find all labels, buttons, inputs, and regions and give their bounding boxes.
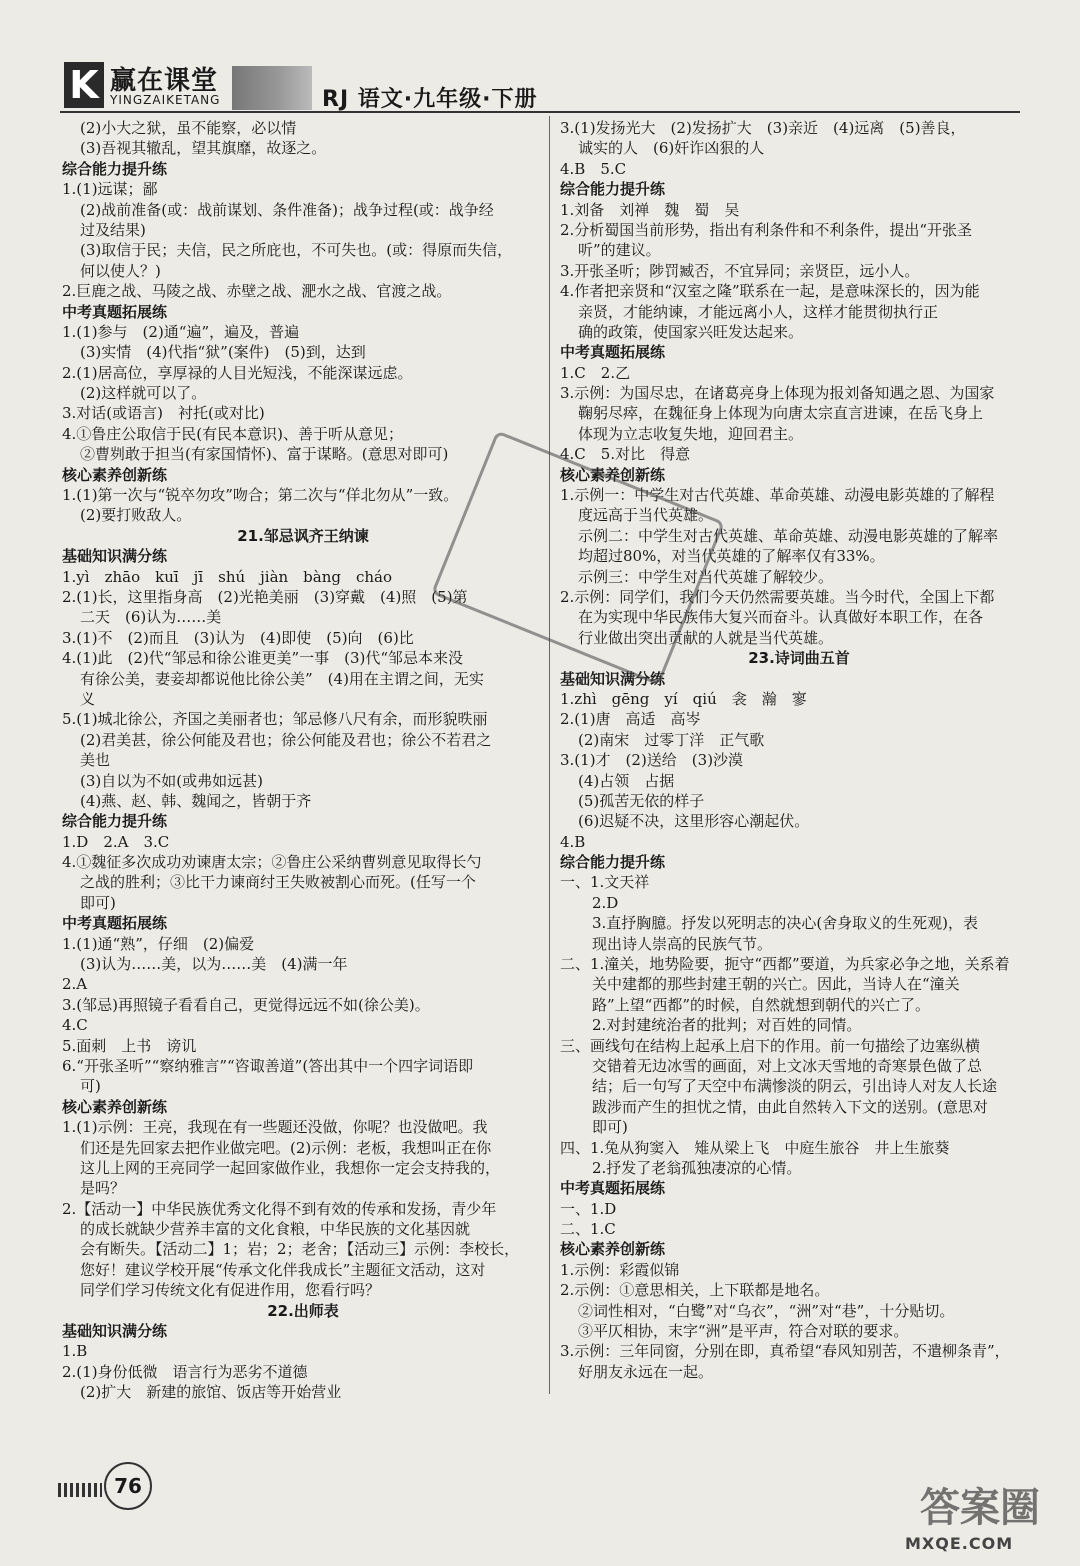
answer-line: (5)孤苦无依的样子: [578, 791, 705, 810]
answer-line: 可): [80, 1077, 101, 1096]
answer-line: 1.(1)示例：王亮，我现在有一些题还没做，你呢？也没做吧。我: [62, 1118, 488, 1137]
answer-line: 3.(1)不 (2)而且 (3)认为 (4)即使 (5)向 (6)比: [62, 628, 414, 647]
answer-line: 您好！建议学校开展“传承文化伴我成长”主题征文活动，这对: [80, 1260, 486, 1279]
answer-line: 即可): [80, 893, 116, 912]
answer-line: ③平仄相协，末字“洲”是平声，符合对联的要求。: [578, 1322, 909, 1341]
answer-line: (2)小大之狱，虽不能察，必以情: [80, 119, 297, 137]
answer-line: 1.C 2.乙: [560, 363, 631, 382]
answer-line: 1.(1)通“熟”，仔细 (2)偏爱: [62, 934, 255, 953]
answer-line: 2.对封建统治者的批判；对百姓的同情。: [592, 1016, 862, 1035]
answer-line: 2.(1)居高位，享厚禄的人目光短浅，不能深谋远虑。: [62, 363, 413, 382]
answer-line: (2)南宋 过零丁洋 正气歌: [578, 730, 765, 749]
answer-line: 体现为立志收复失地，迎回君主。: [578, 424, 804, 443]
answer-line: ②词性相对，“白鹭”对“乌衣”，“洲”对“巷”，十分贴切。: [578, 1301, 955, 1320]
watermark-logo: 答案圈: [920, 1484, 1040, 1531]
answer-line: 4.①魏征多次成功劝谏唐太宗；②鲁庄公采纳曹刿意见取得长勺: [62, 853, 482, 872]
answer-line: 示例三：中学生对当代英雄了解较少。: [578, 567, 834, 586]
page-number: 76: [104, 1462, 152, 1510]
answer-line: 交错着无边冰雪的画面，对上文冰天雪地的奇寒景色做了总: [592, 1056, 983, 1075]
answer-line: 确的政策，使国家兴旺发达起来。: [578, 322, 804, 341]
answer-line: 2.A: [62, 975, 88, 994]
answer-line: 三、画线句在结构上起承上启下的作用。前一句描绘了边塞纵横: [560, 1036, 981, 1055]
brand-logo-icon: K: [64, 62, 104, 108]
answer-line: 2.巨鹿之战、马陵之战、赤壁之战、淝水之战、官渡之战。: [62, 282, 452, 301]
answer-line: 亲贤，才能纳谏，才能远离小人，这样才能贯彻执行正: [578, 302, 939, 321]
answer-line: (4)燕、赵、韩、魏闻之，皆朝于齐: [80, 791, 312, 810]
answer-line: 4.①鲁庄公取信于民(有民本意识)、善于听从意见；: [62, 424, 404, 443]
answer-line: 鞠躬尽瘁，在魏征身上体现为向唐太宗直言进谏，在岳飞身上: [578, 404, 984, 423]
answer-line: 5.(1)城北徐公，齐国之美丽者也；邹忌修八尺有余，而形貌昳丽: [62, 710, 488, 729]
section-heading: 中考真题拓展练: [560, 1179, 666, 1198]
answer-line: 结；后一句写了天空中布满惨淡的阴云，引出诗人对友人长途: [592, 1077, 998, 1096]
answer-line: (4)占领 占据: [578, 771, 675, 790]
answer-line: 4.作者把亲贤和“汉室之隆”联系在一起，是意味深长的，因为能: [560, 282, 980, 301]
answer-line: 美也: [80, 751, 111, 770]
answer-line: 1.yì zhāo kuī jī shú jiàn bàng cháo: [62, 567, 393, 586]
answer-line: (2)要打败敌人。: [80, 506, 192, 525]
watermark-url: MXQE.COM: [905, 1534, 1014, 1553]
section-heading: 核心素养创新练: [62, 465, 168, 484]
answer-line: (3)自以为不如(或弗如远甚): [80, 771, 263, 790]
answer-line: 3.示例：为国尽忠，在诸葛亮身上体现为报刘备知遇之恩、为国家: [560, 384, 995, 403]
answer-line: 1.D 2.A 3.C: [62, 832, 170, 851]
left-column: [62, 118, 544, 1403]
answer-line: (3)认为……美，以为……美 (4)满一年: [80, 955, 348, 974]
answer-line: 1.(1)第一次与“锐卒勿攻”吻合；第二次与“佯北勿从”一致。: [62, 486, 459, 505]
answer-line: 3.(1)才 (2)送给 (3)沙漠: [560, 751, 744, 770]
answer-line: (3)实情 (4)代指“狱”(案件) (5)到，达到: [80, 343, 366, 362]
answer-line: 四、1.兔从狗窦入 雉从梁上飞 中庭生旅谷 井上生旅葵: [560, 1138, 950, 1157]
answer-line: 1.zhì gēng yí qiú 衾 瀚 寥: [560, 689, 807, 708]
answer-line: 3.(邹忌)再照镜子看看自己，更觉得远远不如(徐公美)。: [62, 995, 430, 1014]
answer-line: 2.(1)长，这里指身高 (2)光艳美丽 (3)穿戴 (4)照 (5)第: [62, 587, 468, 606]
header-divider: [60, 111, 1020, 113]
lesson-title: 21.邹忌讽齐王纳谏: [237, 526, 369, 545]
answer-line: 义: [80, 689, 96, 708]
answer-line: 们还是先回家去把作业做完吧。(2)示例：老板，我想叫正在你: [80, 1138, 492, 1157]
answer-line: 1.示例一：中学生对古代英雄、革命英雄、动漫电影英雄的了解程: [560, 486, 995, 505]
answer-line: (6)迟疑不决，这里形容心潮起伏。: [578, 812, 810, 831]
section-heading: 核心素养创新练: [560, 1240, 666, 1259]
answer-line: 会有断失。【活动二】1；岩；2；老舍；【活动三】示例：李校长，: [80, 1240, 520, 1259]
answer-line: 2.(1)唐 高适 高岑: [560, 710, 701, 729]
answer-line: 这儿上网的王亮同学一起回家做作业，我想你一定会支持我的，: [80, 1158, 501, 1177]
section-heading: 基础知识满分练: [62, 547, 168, 566]
answer-line: 是吗？: [80, 1179, 126, 1198]
answer-line: (3)取信于民；夫信，民之所庇也，不可失也。(或：得原而失信，: [80, 241, 513, 260]
answer-line: 一、1.D: [560, 1199, 617, 1218]
answer-line: 现出诗人崇高的民族气节。: [592, 934, 773, 953]
answer-line: (2)君美甚，徐公何能及君也；徐公何能及君也；徐公不若君之: [80, 730, 492, 749]
section-heading: 综合能力提升练: [560, 853, 666, 872]
arrow-decoration-icon: [58, 1483, 102, 1497]
answer-line: 2.【活动一】中华民族优秀文化得不到有效的传承和发扬，青少年: [62, 1199, 497, 1218]
answer-line: 2.分析蜀国当前形势，指出有利条件和不利条件，提出“开张圣: [560, 220, 972, 239]
section-heading: 核心素养创新练: [560, 465, 666, 484]
lesson-title: 23.诗词曲五首: [748, 649, 850, 668]
answer-line: 2.示例：①意思相关，上下联都是地名。: [560, 1281, 830, 1300]
section-heading: 基础知识满分练: [560, 669, 666, 688]
section-heading: 基础知识满分练: [62, 1322, 168, 1341]
answer-line: 在为实现中华民族伟大复兴而奋斗。认真做好本职工作，在各: [578, 608, 984, 627]
answer-line: 2.抒发了老翁孤独凄凉的心情。: [592, 1158, 802, 1177]
header-decoration: [232, 66, 312, 110]
answer-line: 1.刘备 刘禅 魏 蜀 吴: [560, 200, 740, 219]
answer-line: 2.示例：同学们，我们今天仍然需要英雄。当今时代，全国上下都: [560, 587, 995, 606]
answer-line: 跋涉而产生的担忧之情，由此自然转入下文的送别。(意思对: [592, 1097, 988, 1116]
answer-line: 过及结果): [80, 220, 146, 239]
answer-line: 二、1.潼关，地势险要，扼守“西都”要道，为兵家必争之地，关系着: [560, 955, 1010, 974]
brand-pinyin: YINGZAIKETANG: [110, 93, 221, 107]
answer-line: 2.D: [592, 893, 619, 912]
answer-line: 听”的建议。: [578, 241, 661, 260]
answer-line: 4.C 5.对比 得意: [560, 445, 691, 464]
lesson-title: 22.出师表: [267, 1301, 339, 1320]
answer-line: 度远高于当代英雄。: [578, 506, 714, 525]
answer-line: ②曹刿敢于担当(有家国情怀)、富于谋略。(意思对即可): [80, 445, 449, 464]
answer-line: (2)扩大 新建的旅馆、饭店等开始营业: [80, 1383, 342, 1402]
answer-line: 二、1.C: [560, 1220, 616, 1239]
answer-line: (2)战前准备(或：战前谋划、条件准备)；战争过程(或：战争经: [80, 200, 494, 219]
answer-line: (3)吾视其辙乱，望其旗靡，故逐之。: [80, 139, 327, 158]
section-heading: 中考真题拓展练: [560, 343, 666, 362]
answer-line: 1.示例：彩霞似锦: [560, 1260, 680, 1279]
answer-line: 4.(1)此 (2)代“邹忌和徐公谁更美”一事 (3)代“邹忌本来没: [62, 649, 464, 668]
section-heading: 中考真题拓展练: [62, 914, 168, 933]
answer-line: 2.(1)身份低微 语言行为恶劣不道德: [62, 1362, 308, 1381]
answer-line: 3.直抒胸臆。抒发以死明志的决心(舍身取义的生死观)，表: [592, 914, 979, 933]
section-heading: 中考真题拓展练: [62, 302, 168, 321]
answer-line: 1.B: [62, 1342, 88, 1361]
answer-line: 4.B: [560, 832, 586, 851]
answer-line: 行业做出突出贡献的人就是当代英雄。: [578, 628, 834, 647]
answer-line: (2)这样就可以了。: [80, 384, 207, 403]
answer-line: 6.“开张圣听”“察纳雅言”“咨诹善道”(答出其中一个四字词语即: [62, 1056, 474, 1075]
answer-line: 3.(1)发扬光大 (2)发扬扩大 (3)亲近 (4)远离 (5)善良，: [560, 119, 966, 137]
answer-line: 二天 (6)认为……美: [80, 608, 222, 627]
answer-line: 1.(1)远谋；鄙: [62, 180, 158, 199]
section-heading: 综合能力提升练: [62, 812, 168, 831]
column-divider: [549, 116, 550, 1394]
answer-line: 1.(1)参与 (2)通“遍”，遍及，普遍: [62, 322, 300, 341]
answer-line: 4.B 5.C: [560, 159, 627, 178]
answer-line: 之战的胜利；③比干力谏商纣王失败被割心而死。(任写一个: [80, 873, 476, 892]
answer-line: 诚实的人 (6)奸诈凶狠的人: [578, 139, 765, 158]
answer-line: 4.C: [62, 1016, 88, 1035]
section-heading: 综合能力提升练: [62, 159, 168, 178]
answer-line: 的成长就缺少营养丰富的文化食粮，中华民族的文化基因就: [80, 1220, 471, 1239]
brand-name: 赢在课堂: [110, 66, 219, 96]
answer-line: 3.开张圣听；陟罚臧否，不宜异同；亲贤臣，远小人。: [560, 261, 920, 280]
answer-line: 示例二：中学生对古代英雄、革命英雄、动漫电影英雄的了解率: [578, 526, 999, 545]
answer-line: 3.示例：三年同窗，分别在即，真希望“春风知别苦，不遣柳条青”，: [560, 1342, 1010, 1361]
section-heading: 综合能力提升练: [560, 180, 666, 199]
answer-line: 路”上望“西都”的时候，自然就想到朝代的兴亡了。: [592, 995, 931, 1014]
answer-line: 均超过80%，对当代英雄的了解率仅有33%。: [578, 547, 885, 566]
answer-line: 好朋友永远在一起。: [578, 1362, 714, 1381]
answer-line: 同学们学习传统文化有促进作用，您看行吗？: [80, 1281, 381, 1300]
answer-line: 一、1.文天祥: [560, 873, 650, 892]
subject-title: RJ 语文·九年级·下册: [322, 87, 538, 112]
answer-line: 3.对话(或语言) 衬托(或对比): [62, 404, 265, 423]
answer-line: 有徐公美，妻妾却都说他比徐公美” (4)用在主谓之间，无实: [80, 669, 484, 688]
answer-line: 即可): [592, 1118, 628, 1137]
answer-line: 5.面刺 上书 谤讥: [62, 1036, 197, 1055]
answer-line: 关中建都的那些封建王朝的兴亡。因此，当诗人在“潼关: [592, 975, 960, 994]
section-heading: 核心素养创新练: [62, 1097, 168, 1116]
answer-line: 何以使人？): [80, 261, 161, 280]
right-column: [560, 118, 1038, 1382]
